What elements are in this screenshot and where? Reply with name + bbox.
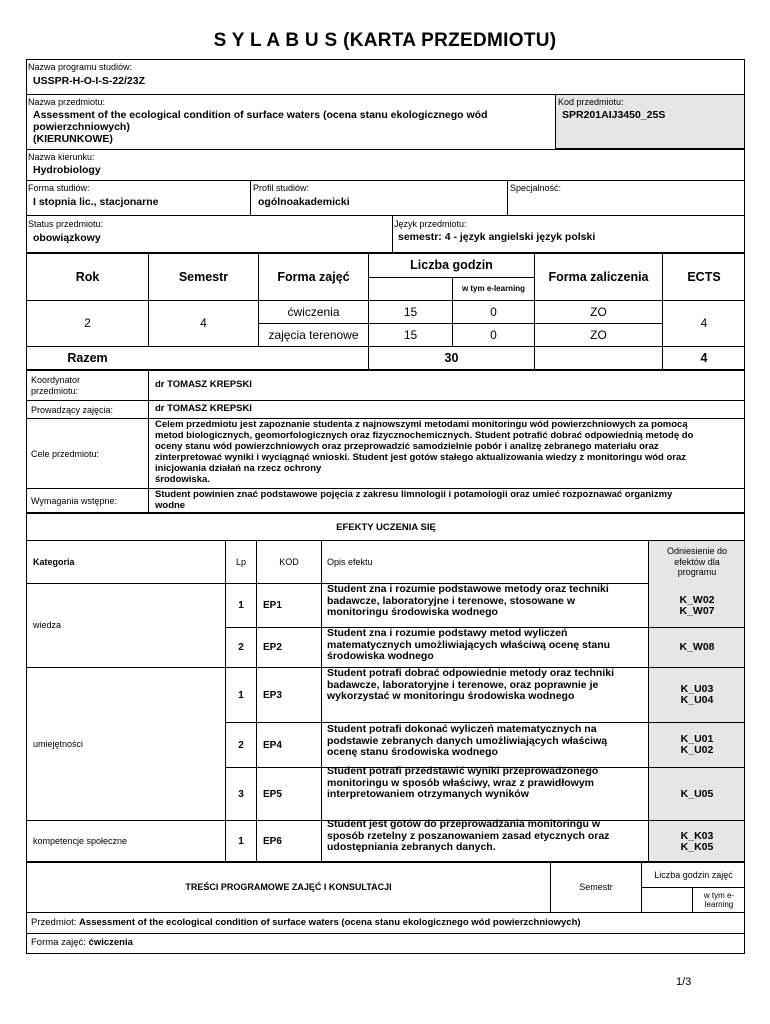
outcome-reference: K_U04 — [680, 694, 714, 706]
total-ects: 4 — [700, 351, 708, 365]
row-hours: 15 — [403, 304, 418, 319]
col-ects-header: ECTS — [687, 269, 721, 284]
goals-line: inicjowania działań na rzecz ochrony — [155, 463, 322, 474]
outcome-reference: K_W02 — [679, 593, 715, 606]
goals-label: Cele przedmiotu: — [31, 449, 100, 459]
content-semester-header: Semestr — [579, 882, 613, 893]
outcome-lp: 2 — [238, 739, 244, 751]
outcome-code: EP4 — [263, 739, 282, 751]
content-form-value: ćwiczenia — [88, 937, 133, 948]
row-assessment: ZO — [590, 304, 607, 319]
total-label: Razem — [67, 351, 108, 365]
study-form-value: I stopnia lic., stacjonarne — [33, 196, 159, 208]
col-code-header: KOD — [279, 556, 299, 567]
content-elearning-line: learning — [704, 900, 734, 909]
requirements-label: Wymagania wstępne: — [31, 496, 117, 506]
course-code-value: SPR201AIJ3450_25S — [562, 109, 666, 121]
outcome-description-line: Student zna i rozumie podstawowe metody oraz techniki — [327, 583, 609, 595]
outcome-description-line: Student jest gotów do przeprowadzania monitoringu w — [327, 818, 600, 830]
category-skills: umiejętności — [33, 738, 84, 749]
outcome-lp: 2 — [238, 642, 244, 653]
year-value: 2 — [84, 316, 91, 330]
outcome-description-line: Student potrafi przedstawić wyniki przeprowadzonego — [327, 765, 599, 777]
goals-line: środowiska. — [155, 474, 210, 485]
outcome-description-line: środowiska wodnego — [327, 650, 434, 662]
content-hours-header: Liczba godzin zajęć — [654, 869, 733, 880]
status-label: Status przedmiotu: — [28, 219, 104, 229]
content-form-label: Forma zajęć: — [31, 937, 89, 948]
language-value: semestr: 4 - język angielski język polski — [398, 231, 596, 243]
col-assessment-header: Forma zaliczenia — [548, 269, 649, 284]
course-name-label: Nazwa przedmiotu: — [28, 97, 106, 107]
page-number: 1/3 — [676, 976, 692, 988]
outcome-references — [649, 821, 745, 862]
outcome-description-line: Student potrafi dobrać odpowiednie metody oraz techniki — [327, 667, 615, 679]
total-hours: 30 — [444, 351, 459, 365]
col-form-header: Forma zajęć — [277, 269, 350, 284]
outcome-lp: 3 — [238, 788, 244, 800]
syllabus-header-block — [26, 59, 745, 253]
instructor-value: dr TOMASZ KREPSKI — [155, 403, 252, 414]
col-ref-header-line: programu — [677, 567, 717, 578]
outcomes-header: EFEKTY UCZENIA SIĘ — [336, 521, 436, 533]
content-subject-label: Przedmiot: — [31, 917, 80, 928]
language-label: Język przedmiotu: — [394, 219, 467, 229]
outcome-code: EP1 — [263, 600, 282, 611]
outcome-code: EP3 — [263, 689, 282, 701]
course-name-line3: (KIERUNKOWE) — [33, 133, 113, 145]
coordinator-value: dr TOMASZ KREPSKI — [155, 379, 252, 390]
outcome-description-line: Student potrafi dokonać wyliczeń matematycznych na — [327, 723, 597, 735]
outcome-reference: K_K03 — [680, 829, 714, 842]
content-subject-value: Assessment of the ecological condition of surface waters (ocena stanu ekologicznego wód powierzchniowych) — [79, 917, 581, 928]
outcome-description-line: monitoringu w sposób właściwy, wraz z prawidłowym — [327, 776, 595, 789]
outcome-lp: 1 — [238, 600, 244, 611]
outcome-description — [327, 584, 649, 627]
outcome-description-line: badawcze, laboratoryjne i terenowe, stosowane w — [327, 594, 575, 607]
outcome-description-line: monitoringu środowiska wodnego — [327, 606, 498, 618]
col-lp-header: Lp — [235, 556, 246, 567]
outcome-references — [649, 723, 745, 767]
program-value: USSPR-H-O-I-S-22/23Z — [33, 75, 146, 87]
outcome-description-line: ocenę stanu środowiska wodnego — [327, 746, 498, 758]
outcome-references — [649, 668, 745, 722]
col-year-header: Rok — [75, 269, 100, 284]
outcome-code: EP5 — [263, 788, 282, 800]
field-label: Nazwa kierunku: — [28, 152, 95, 162]
row-hours: 15 — [403, 327, 418, 342]
outcome-description-line: Student zna i rozumie podstawy metod wyliczeń — [327, 627, 568, 639]
page-title: S Y L A B U S (KARTA PRZEDMIOTU) — [213, 30, 557, 51]
outcome-references — [649, 628, 745, 667]
col-elearning-header: w tym e-learning — [461, 283, 526, 293]
outcome-lp: 1 — [238, 689, 244, 701]
outcome-code: EP6 — [263, 836, 282, 847]
field-value: Hydrobiology — [33, 164, 101, 176]
profile-value: ogólnoakademicki — [258, 196, 350, 208]
content-form — [31, 938, 133, 948]
outcome-reference: K_U05 — [680, 787, 714, 800]
row-form: ćwiczenia — [287, 304, 340, 319]
goals-line: zinterpretować wyniki i wyciągnąć wnioski. Student jest gotów stałego aktualizowania wiedzy z monitoringu wód oraz — [155, 452, 687, 463]
specialty-label: Specjalność: — [510, 183, 562, 193]
content-elearning-line: w tym e- — [703, 891, 735, 900]
outcome-description-line: udostępniania zebranych danych. — [327, 841, 496, 853]
row-elearning: 0 — [490, 327, 497, 342]
row-form: zajęcia terenowe — [268, 327, 359, 342]
coordinator-label: Koordynator — [31, 375, 81, 385]
outcome-description — [327, 819, 649, 860]
content-subject — [31, 918, 581, 928]
col-desc-header: Opis efektu — [327, 556, 373, 567]
outcome-description-line: podstawie zebranych danych umożliwiających właściwą — [327, 734, 608, 747]
goals-line: metod biologicznych, geomorfologicznych oraz fizycznochemicznych. Student potrafić dobrać odpowiednią metodę do — [155, 430, 694, 441]
coordinator-label-cont: przedmiotu: — [31, 386, 79, 396]
course-name-line2: powierzchniowych) — [33, 121, 130, 133]
outcome-lp: 1 — [238, 836, 244, 847]
outcome-reference: K_K05 — [680, 840, 714, 853]
outcome-references — [649, 584, 745, 627]
ects-value: 4 — [700, 316, 708, 330]
instructor-label: Prowadzący zajęcia: — [31, 405, 114, 415]
status-value: obowiązkowy — [33, 232, 101, 244]
row-assessment: ZO — [590, 327, 607, 342]
requirements-line1: Student powinien znać podstawowe pojęcia z zakresu limnologii i potamologii oraz umieć rozpoznawać organizmy — [155, 489, 673, 500]
outcome-description — [327, 766, 649, 808]
requirements-line2: wodne — [155, 500, 186, 511]
program-label: Nazwa programu studiów: — [28, 62, 133, 72]
outcome-description — [327, 668, 649, 708]
outcome-references — [649, 768, 745, 820]
col-ref-header-line: Odniesienie do — [666, 546, 728, 557]
col-ref-header-line: efektów dla — [674, 556, 720, 567]
outcome-reference: K_W08 — [679, 641, 715, 653]
content-elearning-header — [693, 888, 745, 912]
category-knowledge: wiedza — [33, 620, 62, 631]
course-code-label: Kod przedmiotu: — [558, 97, 624, 107]
outcome-code: EP2 — [263, 642, 282, 653]
goals-line: oceny stanu wód powierzchniowych oraz przeprowadzić samodzielnie pobór i analizę zebranego materiału oraz — [155, 441, 659, 452]
outcome-description-line: interpretowaniem otrzymanych wyników — [327, 788, 529, 800]
col-category-header: Kategoria — [33, 556, 75, 567]
outcome-reference: K_U02 — [680, 744, 714, 756]
row-elearning: 0 — [490, 304, 497, 319]
outcome-description — [327, 628, 649, 667]
col-semester-header: Semestr — [178, 269, 229, 284]
category-social-competences: kompetencje społeczne — [33, 836, 128, 847]
semester-value: 4 — [200, 316, 207, 330]
outcome-description-line: matematycznych umożliwiających właściwą ocenę stanu — [327, 638, 611, 651]
content-header: TREŚCI PROGRAMOWE ZAJĘĆ I KONSULTACJI — [185, 882, 392, 893]
outcome-description-line: wykorzystać w monitoringu środowiska wodnego — [327, 690, 575, 702]
outcome-reference: K_U03 — [680, 683, 714, 695]
study-form-label: Forma studiów: — [28, 183, 90, 193]
outcome-description-line: sposób rzetelny z poszanowaniem zasad etycznych oraz — [327, 829, 610, 842]
course-name-line1: Assessment of the ecological condition of surface waters (ocena stanu ekologicznego wód — [33, 109, 488, 121]
profile-label: Profil studiów: — [253, 183, 310, 193]
col-ref-header — [649, 541, 745, 583]
goals-line: Celem przedmiotu jest zapoznanie studenta z najnowszymi metodami monitoringu wód powierzchniowych za pomocą — [155, 419, 688, 430]
outcome-description-line: badawcze, laboratoryjne i terenowe, oraz poprawnie je — [327, 678, 599, 691]
outcome-description — [327, 724, 649, 768]
outcome-reference: K_W07 — [679, 604, 715, 617]
col-hours-header: Liczba godzin — [410, 258, 493, 272]
outcome-reference: K_U01 — [680, 733, 714, 745]
